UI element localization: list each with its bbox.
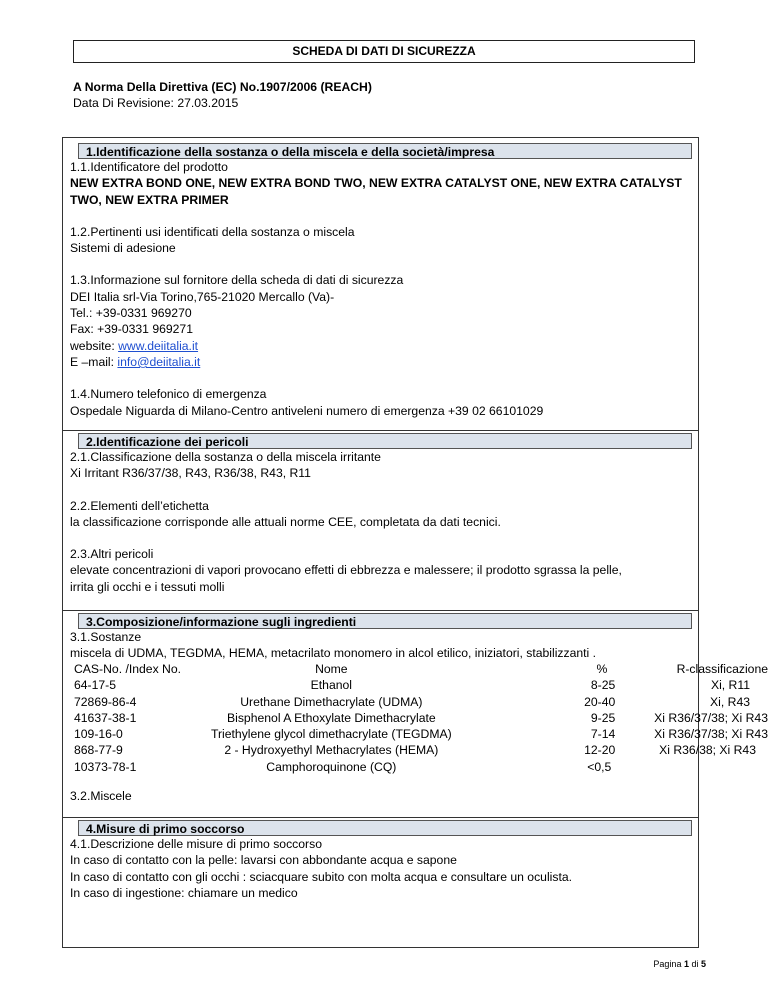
page-footer (653, 956, 706, 972)
header-name: Nome (315, 662, 348, 676)
substance-name: Ethanol (310, 678, 352, 693)
product-names-line2: TWO, NEW EXTRA PRIMER (70, 192, 229, 207)
emergency-number: Ospedale Niguarda di Milano-Centro antiveleni numero di emergenza +39 02 66101029 (70, 403, 544, 418)
first-aid-ingestion: In caso di ingestione: chiamare un medico (70, 885, 298, 900)
r-classification: Xi, R11 (710, 678, 750, 693)
cas-number: 10373-78-1 (74, 759, 137, 774)
s32-label: 3.2.Miscele (70, 789, 132, 803)
cas-number: 109-16-0 (74, 727, 123, 742)
section-3-mixtures (70, 788, 690, 804)
footer-prefix: Pagina (653, 959, 684, 969)
supplier-fax: Fax: +39-0331 969271 (70, 322, 193, 337)
footer-middle: di (688, 959, 701, 969)
separator (62, 610, 699, 611)
r-classification: Xi R36/37/38; Xi R43 (654, 727, 768, 742)
email-label: E –mail: (70, 354, 118, 369)
s21-value: Xi Irritant R36/37/38, R43, R36/38, R43, R11 (70, 466, 311, 481)
product-names-line1: NEW EXTRA BOND ONE, NEW EXTRA BOND TWO, NEW EXTRA CATALYST ONE, NEW EXTRA CATALYST (70, 176, 682, 191)
substance-name: Urethane Dimethacrylate (UDMA) (240, 694, 423, 709)
s13-label: 1.3.Informazione sul fornitore della scheda di dati di sicurezza (70, 273, 404, 288)
s12-value: Sistemi di adesione (70, 241, 176, 256)
separator (62, 817, 699, 818)
table-row (74, 710, 768, 726)
total-pages: 5 (700, 959, 706, 969)
s31-label: 3.1.Sostanze (70, 630, 142, 644)
table-row (74, 677, 768, 693)
table-row (74, 742, 768, 758)
section-4 (70, 820, 690, 901)
s41-label: 4.1.Descrizione delle misure di primo soccorso (70, 837, 322, 851)
document-header (73, 79, 713, 112)
document-title: SCHEDA DI DATI DI SICUREZZA (73, 40, 695, 63)
composition-table (74, 661, 768, 775)
percentage: 20-40 (584, 694, 616, 709)
s11-label: 1.1.Identificatore del prodotto (70, 160, 228, 174)
substance-name: Triethylene glycol dimethacrylate (TEGDMA) (211, 727, 452, 742)
table-header-row (74, 661, 768, 677)
section-3 (70, 613, 690, 662)
cas-number: 41637-38-1 (74, 710, 137, 725)
table-row (74, 694, 768, 710)
percentage: <0,5 (587, 759, 612, 774)
s23-line2: irrita gli occhi e i tessuti molli (70, 579, 225, 594)
section-2 (70, 433, 690, 595)
r-classification: Xi, R43 (710, 694, 750, 709)
s12-label: 1.2.Pertinenti usi identificati della sostanza o miscela (70, 224, 355, 239)
separator (62, 430, 699, 431)
percentage: 8-25 (590, 678, 616, 693)
section-4-title: 4.Misure di primo soccorso (78, 820, 692, 836)
s22-value: la classificazione corrisponde alle attuali norme CEE, completata da dati tecnici. (70, 514, 501, 529)
revision-date: Data Di Revisione: 27.03.2015 (73, 96, 239, 111)
r-classification: Xi R36/37/38; Xi R43 (654, 710, 768, 725)
supplier-tel: Tel.: +39-0331 969270 (70, 306, 192, 321)
header-cas: CAS-No. /Index No. (74, 662, 182, 676)
s22-label: 2.2.Elementi dell’etichetta (70, 498, 209, 513)
percentage: 12-20 (584, 743, 616, 758)
section-2-title: 2.Identificazione dei pericoli (78, 433, 692, 449)
substance-name: Camphoroquinone (CQ) (266, 759, 397, 774)
s31-value: miscela di UDMA, TEGDMA, HEMA, metacrilato monomero in alcol etilico, iniziatori, stabilizzanti . (70, 646, 597, 661)
section-1 (70, 143, 690, 419)
section-1-title: 1.Identificazione della sostanza o della miscela e della società/impresa (78, 143, 692, 159)
s23-label: 2.3.Altri pericoli (70, 547, 154, 562)
cas-number: 72869-86-4 (74, 694, 137, 709)
header-pct: % (596, 662, 608, 676)
website-link[interactable]: www.deiitalia.it (118, 338, 199, 353)
percentage: 7-14 (590, 727, 616, 742)
percentage: 9-25 (590, 710, 616, 725)
cas-number: 868-77-9 (74, 743, 123, 758)
s14-label: 1.4.Numero telefonico di emergenza (70, 387, 267, 402)
email-link[interactable]: info@deiitalia.it (117, 354, 201, 369)
supplier-address: DEI Italia srl-Via Torino,765-21020 Mercallo (Va)- (70, 289, 335, 304)
regulation-line: A Norma Della Direttiva (EC) No.1907/2006 (REACH) (73, 80, 372, 94)
s21-label: 2.1.Classificazione della sostanza o della miscela irritante (70, 450, 381, 464)
first-aid-skin: In caso di contatto con la pelle: lavarsi con abbondante acqua e sapone (70, 853, 457, 868)
r-classification (615, 759, 768, 775)
supplier-website-row (70, 338, 690, 354)
substance-name: Bisphenol A Ethoxylate Dimethacrylate (227, 710, 436, 725)
website-label: website: (70, 338, 119, 353)
r-classification: Xi R36/38; Xi R43 (659, 743, 756, 758)
section-3-title: 3.Composizione/informazione sugli ingredienti (78, 613, 692, 629)
table-row (74, 759, 768, 775)
cas-number: 64-17-5 (74, 678, 117, 693)
s23-line1: elevate concentrazioni di vapori provocano effetti di ebbrezza e malessere; il prodotto sgrassa la pelle, (70, 563, 622, 578)
substance-name: 2 - Hydroxyethyl Methacrylates (HEMA) (224, 743, 439, 758)
first-aid-eyes: In caso di contatto con gli occhi : sciacquare subito con molta acqua e consultare un oculista. (70, 869, 573, 884)
header-rclass: R-classificazione (676, 662, 768, 676)
supplier-email-row (70, 354, 690, 370)
table-row (74, 726, 768, 742)
current-page: 1 (683, 959, 689, 969)
